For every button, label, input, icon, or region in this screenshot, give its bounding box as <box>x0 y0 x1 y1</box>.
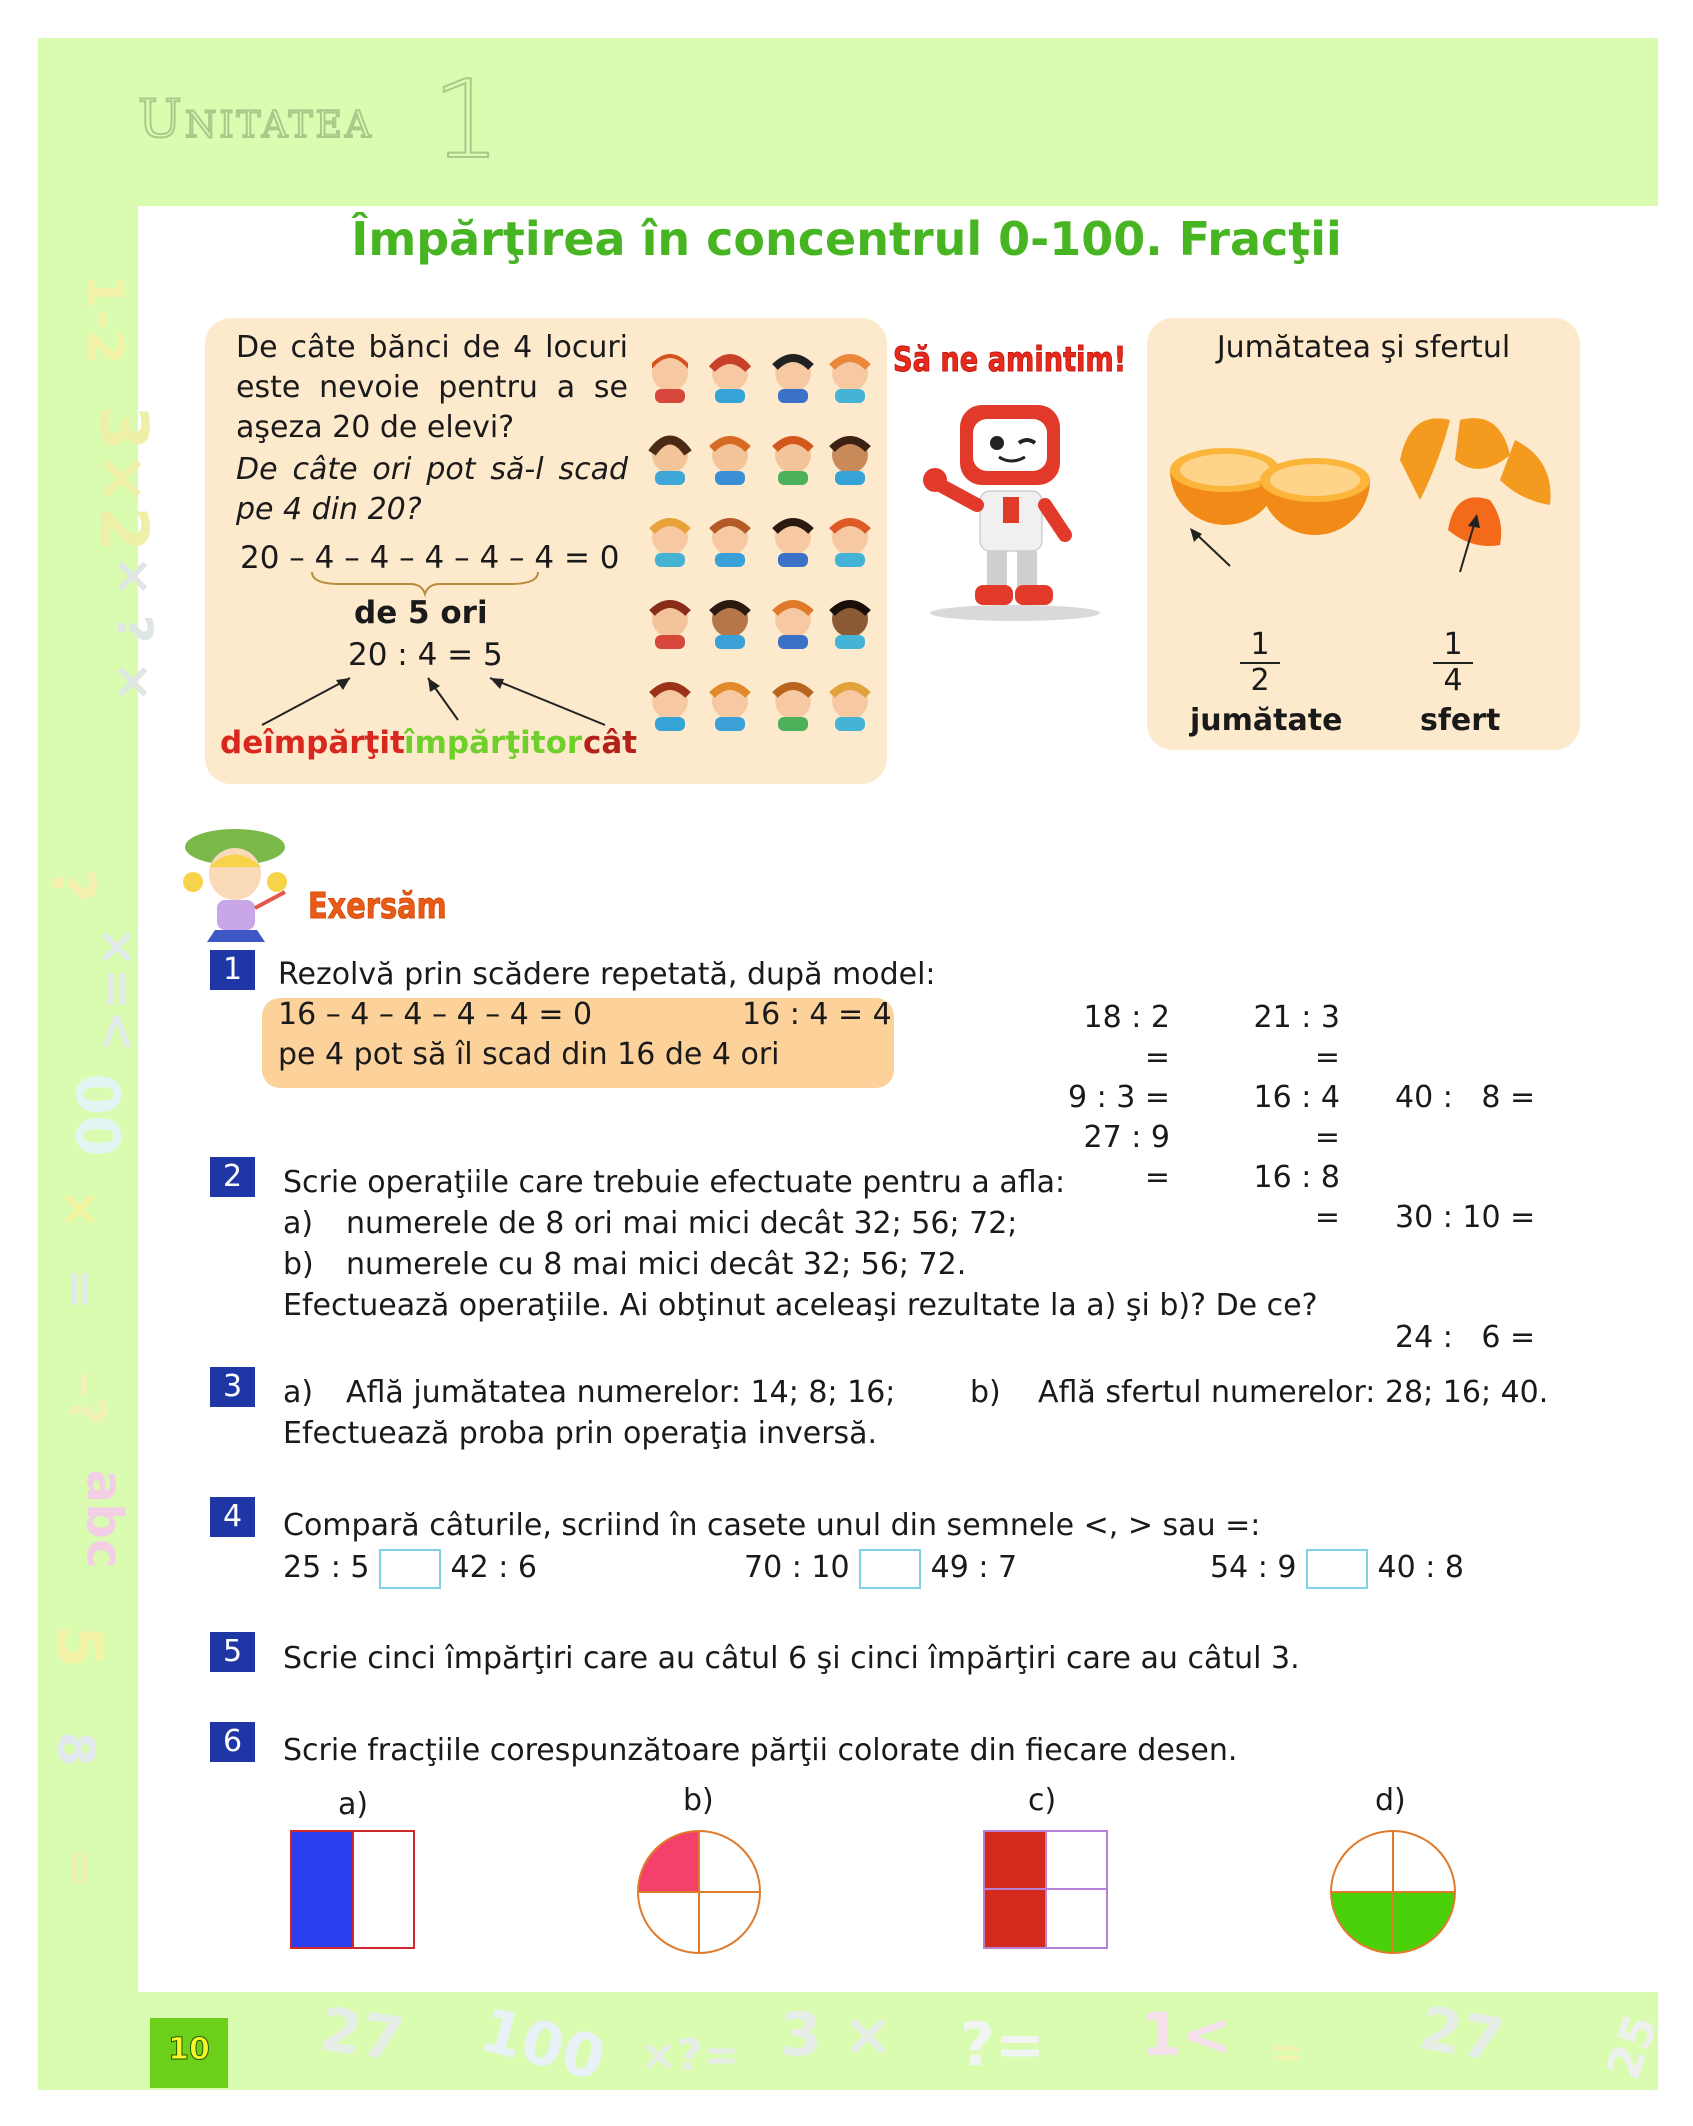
child-face-icon <box>652 683 868 731</box>
division-op: 16 : 8 = <box>1253 1160 1340 1235</box>
decor-glyph: 1-2 <box>76 273 135 365</box>
model-line1-right: 16 : 4 = 4 <box>742 997 892 1032</box>
compare-left: 54 : 9 <box>1210 1550 1297 1585</box>
decor-glyph: ? <box>37 867 108 903</box>
exercise-number: 2 <box>210 1157 255 1197</box>
division-op: 9 : 3 = <box>1067 1080 1170 1115</box>
girl-mascot-icon <box>175 822 300 942</box>
ops-column-3 <box>1395 998 1535 1398</box>
exercise-3-b-label: b) <box>970 1375 1001 1410</box>
drawing-label-b: b) <box>683 1783 714 1818</box>
decor-glyph: 27 <box>315 1994 408 2076</box>
children-illustration <box>645 345 875 735</box>
child-face-icon <box>652 601 868 649</box>
exercise-5-text: Scrie cinci împărţiri care au câtul 6 şi cinci împărţiri care au câtul 3. <box>283 1641 1300 1676</box>
drawing-a-rectangle <box>290 1830 416 1950</box>
compare-pair <box>744 1548 1017 1589</box>
model-line2: pe 4 pot să îl scad din 16 de 4 ori <box>278 1037 780 1072</box>
decor-glyph: ×?= <box>640 2030 740 2081</box>
drawing-label-d: d) <box>1375 1783 1406 1818</box>
drawing-label-a: a) <box>338 1787 369 1822</box>
exercise-number: 6 <box>210 1722 255 1762</box>
compare-pair <box>1210 1548 1464 1589</box>
label-dividend: deîmpărţit <box>220 725 405 761</box>
drawing-label-c: c) <box>1028 1783 1057 1818</box>
exercise-2-line1: Scrie operaţiile care trebuie efectuate pentru a afla: <box>283 1165 1066 1200</box>
fraction-half <box>1240 628 1280 698</box>
decor-glyph: 00 <box>61 1073 132 1157</box>
exercise-6-text: Scrie fracţiile corespunzătoare părţii colorate din fiecare desen. <box>283 1733 1238 1768</box>
division-equation: 20 : 4 = 5 <box>348 637 503 673</box>
model-line1-left: 16 – 4 – 4 – 4 – 4 = 0 <box>278 997 593 1032</box>
page-number: 10 <box>168 2032 210 2067</box>
compare-left: 25 : 5 <box>283 1550 370 1585</box>
ops-column-2 <box>1225 998 1340 1238</box>
division-op: 30 : 10 = <box>1395 1200 1536 1235</box>
decor-glyph: ?= <box>960 2010 1046 2080</box>
compare-answer-box[interactable] <box>1306 1549 1368 1589</box>
quarter-label: sfert <box>1420 703 1501 738</box>
exercise-2-b-label: b) <box>283 1247 314 1282</box>
decor-glyph: 25 <box>1595 2007 1669 2087</box>
fraction-denominator: 4 <box>1443 663 1463 698</box>
label-divisor: împărţitor <box>404 725 583 761</box>
decor-glyph: –? <box>58 1371 117 1427</box>
decor-glyph: = <box>1270 2030 1304 2076</box>
subtraction-equation: 20 – 4 – 4 – 4 – 4 – 4 = 0 <box>240 540 620 576</box>
division-op: 24 : 6 = <box>1395 1320 1536 1355</box>
decor-glyph: 100 <box>473 1994 613 2096</box>
division-op: 16 : 4 = <box>1253 1080 1340 1155</box>
orange-illustration <box>1160 400 1570 580</box>
compare-left: 70 : 10 <box>744 1550 850 1585</box>
ops-column-1 <box>1060 998 1170 1198</box>
decor-glyph: 3 × <box>780 2000 893 2070</box>
exercise-4-instruction: Compară câturile, scriind în casete unul din semnele <, > sau =: <box>283 1508 1261 1543</box>
fraction-denominator: 2 <box>1250 663 1270 698</box>
exercise-number: 5 <box>210 1632 255 1672</box>
exercise-2-b-text: numerele cu 8 mai mici decât 32; 56; 72. <box>346 1247 967 1282</box>
times-label: de 5 ori <box>354 595 488 631</box>
compare-answer-box[interactable] <box>379 1549 441 1589</box>
exercise-number: 4 <box>210 1497 255 1537</box>
lesson-title: Împărţirea în concentrul 0-100. Fracţii <box>351 212 1342 266</box>
decor-glyph: ×=< <box>88 926 147 1052</box>
compare-right: 40 : 8 <box>1377 1550 1464 1585</box>
fraction-quarter <box>1433 628 1473 698</box>
exercise-number: 3 <box>210 1367 255 1407</box>
decor-glyph: 27 <box>1414 1993 1509 2077</box>
decor-glyph: 3×2 <box>85 404 163 553</box>
child-face-icon <box>652 354 868 403</box>
decor-glyph: = <box>51 1268 110 1310</box>
division-op: 21 : 3 = <box>1253 1000 1340 1075</box>
drawing-b-circle <box>637 1830 761 1954</box>
arrows-icon <box>250 670 630 730</box>
exercise-number: 1 <box>210 950 255 990</box>
intro-question-2: De câte ori pot să-l scad pe 4 din 20? <box>236 452 628 527</box>
practice-heading: Exersăm <box>308 886 447 927</box>
drawing-d-circle <box>1330 1830 1456 1954</box>
label-quotient: cât <box>583 725 638 761</box>
reminder-title: Să ne amintim! <box>893 340 1127 380</box>
compare-right: 49 : 7 <box>930 1550 1018 1585</box>
drawing-c-rectangle <box>983 1830 1109 1950</box>
exercise-2-a-label: a) <box>283 1206 314 1241</box>
division-op: 40 : 8 = <box>1395 1080 1536 1115</box>
brace-icon <box>310 570 540 596</box>
intro-question-1: De câte bănci de 4 locuri este nevoie pentru a se aşeza 20 de elevi? <box>236 330 628 445</box>
robot-icon <box>915 395 1105 625</box>
decor-glyph: 8 <box>46 1731 105 1767</box>
decor-glyph: × <box>51 1188 110 1230</box>
exercise-3-a-text: Află jumătatea numerelor: 14; 8; 16; <box>346 1375 896 1410</box>
fractions-box-title: Jumătatea şi sfertul <box>1216 330 1511 365</box>
decor-glyph: 5 <box>43 1624 117 1669</box>
decor-glyph: = <box>51 1848 110 1890</box>
decor-glyph: abc <box>75 1469 134 1569</box>
division-op: 18 : 2 = <box>1083 1000 1170 1075</box>
compare-right: 42 : 6 <box>450 1550 537 1585</box>
exercise-3-line2: Efectuează proba prin operaţia inversă. <box>283 1416 878 1451</box>
child-face-icon <box>652 437 868 485</box>
fraction-numerator: 1 <box>1240 628 1280 664</box>
exercise-2-line4: Efectuează operaţiile. Ai obţinut aceleaşi rezultate la a) şi b)? De ce? <box>283 1288 1318 1323</box>
half-label: jumătate <box>1190 703 1343 738</box>
exercise-1-instruction: Rezolvă prin scădere repetată, după model: <box>278 957 936 992</box>
compare-pair <box>283 1548 537 1589</box>
unit-label: Unitatea <box>138 90 374 150</box>
orange-half-icon <box>1170 448 1370 535</box>
division-op: 27 : 9 = <box>1083 1120 1170 1195</box>
compare-answer-box[interactable] <box>859 1549 921 1589</box>
exercise-3-b-text: Află sfertul numerelor: 28; 16; 40. <box>1038 1375 1549 1410</box>
unit-number: 1 <box>432 58 501 183</box>
fraction-numerator: 1 <box>1433 628 1473 664</box>
exercise-2-a-text: numerele de 8 ori mai mici decât 32; 56; 72; <box>346 1206 1018 1241</box>
exercise-3-a-label: a) <box>283 1375 314 1410</box>
decor-glyph: × ? × <box>104 555 163 703</box>
child-face-icon <box>652 519 868 567</box>
decor-glyph: 1< <box>1140 2000 1233 2070</box>
